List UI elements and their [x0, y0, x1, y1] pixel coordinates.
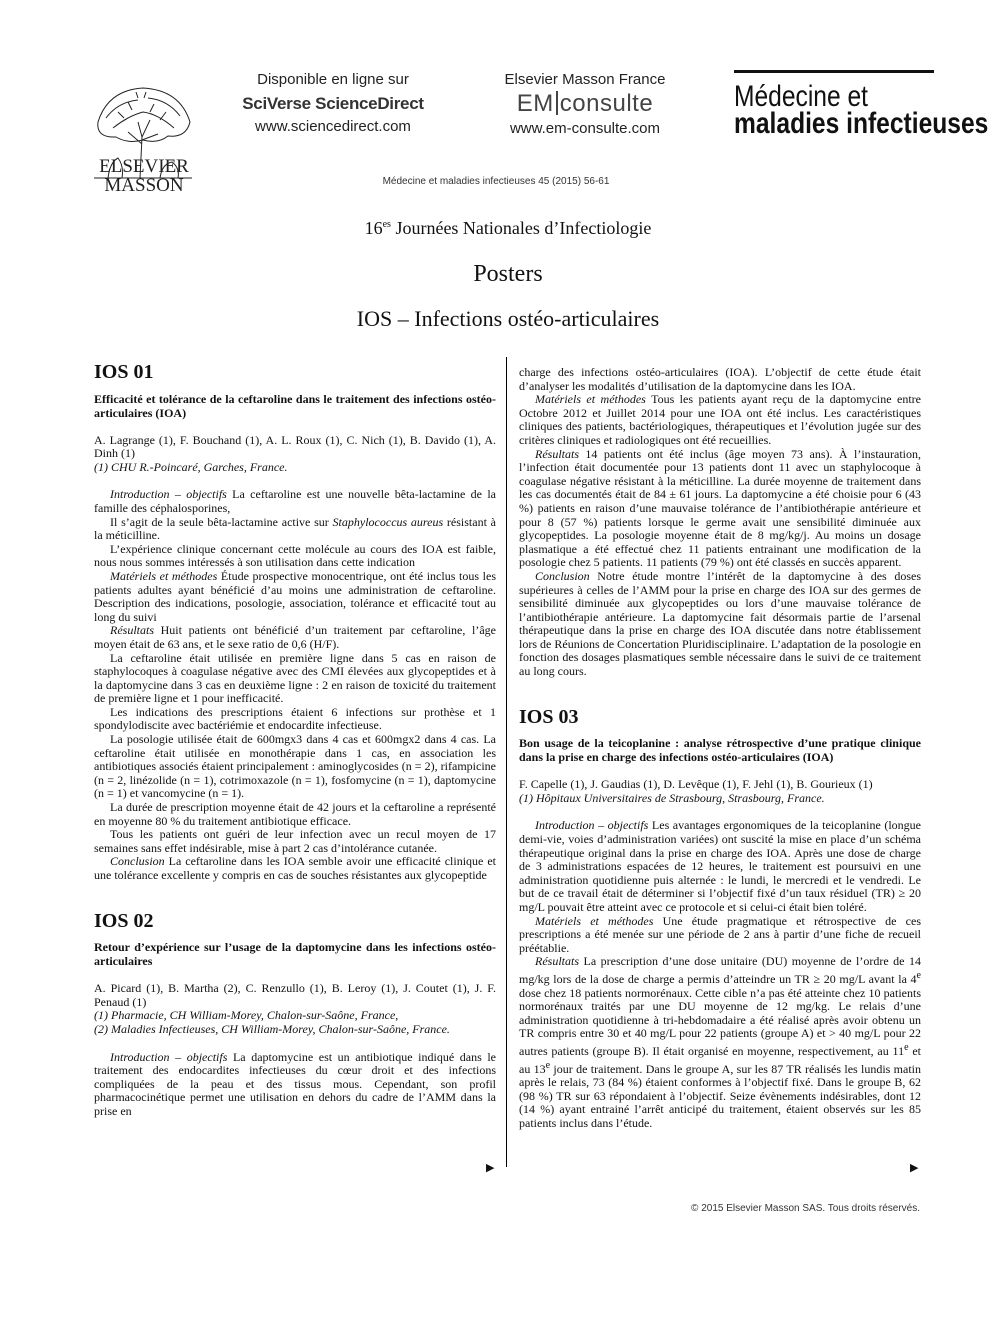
em-logo-right: consulte	[559, 90, 654, 117]
ios02-intro-text: La daptomycine est un antibiotique indiqué dans le traitement des endocardites infectieuses du cœur droit et des infections compliquées de la peau et des tissus mous. Cependant, son profil pharmacocinétique permet une utilisation en dehors du cadre de l’AMM dans la prise en	[94, 1049, 496, 1118]
ios03-results-text-b: dose chez 18 patients normorénaux. Cette cible n’a pas été atteinte chez 10 patients normorénaux traités par une DU moyenne de 12 mg/kg. Le relais d’une administration quotidienne à tri-hebdomadaire a été réalisé après avoir obtenu un TR compris entre 30 et 40 mg/L pour 22 patients (groupe A) et > 40 mg/L pour 22 autres patients (groupe B). Il était organisé en moyenne, respectivement, au 11	[519, 985, 921, 1058]
ios02-conclusion-text: Notre étude montre l’intérêt de la daptomycine à des doses supérieures à celles de l’AMM pour la prise en charge des IOA sur des germes de sensibilité diminuée aux glycopeptides ou lors d’une mauvaise tolérance de l’antibiothérapie antérieure. La daptomycine fait désormais partie de l’arsenal thérapeutique dans la prise en charge des IOA discutée dans notre établissement lors de Réunions de Concertation Pluridisciplinaire. L’adaptation de la posologie en fonction des dosages plasmatiques semble nécessaire dans le suivi de ce traitement au long cours.	[519, 568, 921, 679]
ios01-paragraph-8: La posologie utilisée était de 600mgx3 dans 4 cas et 600mgx2 dans 4 cas. La ceftaroline était utilisée en monothérapie dans 1 cas, en association les antibiotiques associés étaient principalement : aminoglycosides (n = 2), rifampicine (n = 2, linézolide (n = 1), cotrimoxazole (n = 1), fosfomycine (n = 1), daptomycine (n = 1) et vancomycine (n = 1).	[94, 732, 496, 801]
right-column	[519, 366, 921, 1131]
ios01-conclusion-text: La ceftaroline dans les IOA semble avoir une efficacité clinique et une tolérance excellente y compris en cas de souches résistantes aux glycopeptide	[94, 854, 496, 882]
copyright-notice: © 2015 Elsevier Masson SAS. Tous droits réservés.	[691, 1203, 920, 1214]
ios01-paragraph-6: La ceftaroline était utilisée en première ligne dans 5 cas en raison de staphylocoques à coagulase négative avec des CMI élevées aux glycopeptides et à la daptomycine dans 3 cas en deuxième ligne : 2 en raison de toxicité du traitement de première ligne et 1 pour inefficacité.	[94, 650, 496, 706]
ios03-methods-text: Une étude pragmatique et rétrospective de ces prescriptions a été menée sur une période de 2 ans à partir d’une fiche de recueil préétablie.	[519, 913, 921, 955]
left-column	[94, 361, 496, 1119]
column-divider	[506, 357, 507, 1167]
ios02-intro	[94, 1051, 496, 1119]
section-title: IOS – Infections ostéo-articulaires	[356, 306, 660, 331]
ios03-title: Bon usage de la teicoplanine : analyse rétrospective d’une pratique clinique dans la prise en charge des infections ostéo-articulaires (IOA)	[519, 736, 921, 765]
ios01-results-text: Huit patients ont bénéficié d’un traitement par ceftaroline, l’âge moyen était de 63 ans, et le sexe ratio de 0,6 (H/F).	[94, 623, 496, 651]
conference-number: 16	[364, 218, 383, 238]
ios01-conclusion-label: Conclusion	[110, 854, 165, 869]
ios02-methods-text: Tous les patients ayant reçu de la daptomycine entre Octobre 2012 et Juillet 2014 pour une IOA ont été inclus. Les caractéristiques cliniques des patients, bactériologiques, thérapeutiques et l’évolution jugée sur des critères cliniques et radiologiques ont été recueillies.	[519, 392, 921, 447]
elsevier-masson-france-text: Elsevier Masson France	[504, 71, 666, 88]
sciverse-logo-text: SciVerse ScienceDirect	[242, 94, 424, 113]
ios01-species: Staphylococcus aureus	[332, 514, 444, 529]
publisher-line1: ELSEVIER	[99, 156, 189, 177]
ios01-methods-text: Étude prospective monocentrique, ont été inclus tous les patients adultes ayant bénéficié d’au moins une administration de ceftaroline. Description des indications, posologie, association, tolérance et efficacité tout au long du suivi	[94, 568, 496, 624]
em-consulte-link[interactable]: www.em-consulte.com	[509, 120, 661, 137]
ios03-results-sup-1: e	[916, 969, 921, 981]
ios02-results-text: 14 patients ont été inclus (âge moyen 73 ans). À l’instauration, l’infection était documentée pour 13 patients dont 11 avec un staphylocoque à coagulase négative résistant à la méticilline. La durée moyenne de traitement dans les cas documentés était de 84 ± 61 jours. La daptomycine a été choisie pour 6 (43 %) patients en raison d’une mauvaise tolérance de l’antibiothérapie antérieure et pour 8 (57 %) patients lorsque le germe avait une sensibilité diminuée aux glycopeptides. La posologie moyenne était de 8 mg/kg/j. Au moins un dosage plasmatique a été effectué chez 11 patients entrainant une modification de la posologie chez 5 patients. 11 patients (79 %) ont été classés en succès apparent.	[519, 446, 921, 570]
ios02-affiliation-2: (2) Maladies Infectieuses, CH William-Morey, Chalon-sur-Saône, France.	[94, 1021, 450, 1036]
ios03-intro-text: Les avantages ergonomiques de la teicoplanine (longue demi-vie, voies d’administration variées) ont suscité la mise en place d’un schéma thérapeutique original dans la prise en charge des IOA. Après une dose de charge de 3 administrations espacées de 12 heures, le traitement est poursuivi en une administration quotidienne puis alternée : le lundi, le mercredi et le vendredi. Le but de ce travail était de déterminer si l’objectif fixé d’un taux résiduel (TR) ≥ 20 mg/L pouvait être atteint avec ce protocole et si celui-ci était bien toléré.	[519, 818, 921, 914]
ios02-intro-continued: charge des infections ostéo-articulaires (IOA). L’objectif de cette étude était d’analyser les modalités d’utilisation de la daptomycine dans les IOA.	[519, 365, 921, 393]
ios02-methods-label: Matériels et méthodes	[535, 392, 646, 407]
ios03-methods	[519, 915, 921, 956]
conference-title	[0, 218, 992, 239]
ios03-results-text-a: La prescription d’une dose unitaire (DU) moyenne de l’ordre de 14 mg/kg lors de la dose de charge a permis d’atteindre un TR ≥ 20 mg/L avant la 4	[519, 954, 921, 986]
continue-arrow-right: ▶	[910, 1162, 919, 1174]
ios01-title: Efficacité et tolérance de la ceftaroline dans le traitement des infections ostéo-articulaires (IOA)	[94, 391, 496, 420]
ios02-title: Retour d’expérience sur l’usage de la daptomycine dans les infections ostéo-articulaires	[94, 940, 496, 969]
ios03-authors: F. Capelle (1), J. Gaudias (1), D. Levêque (1), F. Jehl (1), B. Gourieux (1)	[519, 777, 873, 792]
ios03-results-text-d: jour de traitement. Dans le groupe A, sur les 87 TR réalisés les lundis matin après le relais, 73 (84 %) étaient conformes à l’objectif fixé. Dans le groupe B, 62 (98 %) TR sur 63 répondaient à l’objectif. Seize évènements indésirables, dont 12 (14 %) ayant entrainé l’arrêt anticipé du traitement, étaient observés sur les 85 patients inclus dans l’étude.	[519, 1061, 921, 1130]
ios03-heading: IOS 03	[519, 705, 579, 728]
posters-title: Posters	[473, 261, 543, 287]
em-logo-bar	[556, 91, 558, 115]
journal-title-line1: Médecine et	[734, 80, 869, 113]
journal-title-block	[734, 70, 989, 140]
ios01-p2-text-a: Il s’agit de la seule bêta-lactamine active sur	[110, 514, 333, 529]
ios03-intro	[519, 819, 921, 914]
ios02-authors: A. Picard (1), B. Martha (2), C. Renzullo (1), B. Leroy (1), J. Coutet (1), J. F. Penaud (1)	[94, 981, 496, 1009]
ios03-results-sup-3: e	[545, 1059, 551, 1071]
em-logo-left: EM	[516, 90, 554, 117]
ios01-paragraph-3: L’expérience clinique concernant cette molécule au cours des IOA est faible, nous nous sommes intéressés à son utilisation dans cette indication	[94, 541, 496, 570]
ios01-paragraph-10: Tous les patients ont guéri de leur infection avec un recul moyen de 17 semaines sans effet indésirable, mise à part 2 cas d’intolérance cutanée.	[94, 827, 496, 855]
ios03-intro-label: Introduction – objectifs	[535, 818, 649, 833]
emconsulte-block	[490, 71, 680, 137]
ios02-intro-label: Introduction – objectifs	[110, 1049, 228, 1064]
ios02-heading: IOS 02	[94, 909, 154, 932]
conference-name: Journées Nationales d’Infectiologie	[390, 218, 652, 238]
sciencedirect-link[interactable]: www.sciencedirect.com	[255, 118, 411, 135]
ios01-affiliation: (1) CHU R.-Poincaré, Garches, France.	[94, 459, 288, 474]
continue-arrow-left: ▶	[486, 1162, 495, 1174]
ios01-results-label: Résultats	[110, 623, 154, 638]
ios02-methods	[519, 393, 921, 447]
online-available-text: Disponible en ligne sur	[257, 71, 409, 88]
ios01-methods-label: Matériels et méthodes	[110, 568, 218, 583]
sciencedirect-block	[238, 71, 428, 135]
ios01-paragraph-7: Les indications des prescriptions étaient 6 infections sur prothèse et 1 spondylodiscite avec bactériémie et endocardite infectieuse.	[94, 704, 496, 733]
ios01-paragraph-2	[94, 516, 496, 543]
ios03-affiliation: (1) Hôpitaux Universitaires de Strasbourg, Strasbourg, France.	[519, 790, 825, 805]
ios03-results-text-c: et au 13	[519, 1043, 921, 1076]
ios01-authors: A. Lagrange (1), F. Bouchand (1), A. L. Roux (1), C. Nich (1), B. Davido (1), A. Dinh (1)	[94, 432, 496, 461]
journal-title-line2: maladies infectieuses	[734, 107, 989, 140]
ios01-intro	[94, 488, 496, 515]
conference-number-suffix: es	[382, 219, 391, 230]
ios01-heading: IOS 01	[94, 361, 154, 383]
ios01-intro-text: La ceftaroline est une nouvelle bêta-lactamine de la famille des céphalosporines,	[94, 487, 496, 515]
ios03-results	[519, 955, 921, 1130]
ios03-results-label: Résultats	[535, 954, 579, 969]
ios01-intro-label: Introduction – objectifs	[110, 487, 227, 502]
ios01-methods	[94, 570, 496, 624]
ios03-methods-label: Matériels et méthodes	[535, 913, 654, 928]
ios01-results	[94, 624, 496, 651]
ios02-results	[519, 448, 921, 570]
ios01-p2-text-b: résistant à la méticilline.	[94, 514, 496, 543]
ios02-conclusion-label: Conclusion	[535, 568, 590, 583]
ios02-conclusion	[519, 570, 921, 679]
ios03-results-sup-2: e	[904, 1041, 909, 1053]
ios01-paragraph-9: La durée de prescription moyenne était de 42 jours et la ceftaroline a représenté en moyenne 80 % du traitement antibiotique efficace.	[94, 800, 496, 828]
ios01-conclusion	[94, 855, 496, 882]
publisher-line2: MASSON	[104, 175, 184, 196]
ios02-results-label: Résultats	[535, 446, 579, 461]
ios02-affiliation-1: (1) Pharmacie, CH William-Morey, Chalon-sur-Saône, France,	[94, 1008, 399, 1023]
em-consulte-logo	[490, 90, 680, 118]
journal-citation: Médecine et maladies infectieuses 45 (2015) 56-61	[382, 176, 610, 187]
